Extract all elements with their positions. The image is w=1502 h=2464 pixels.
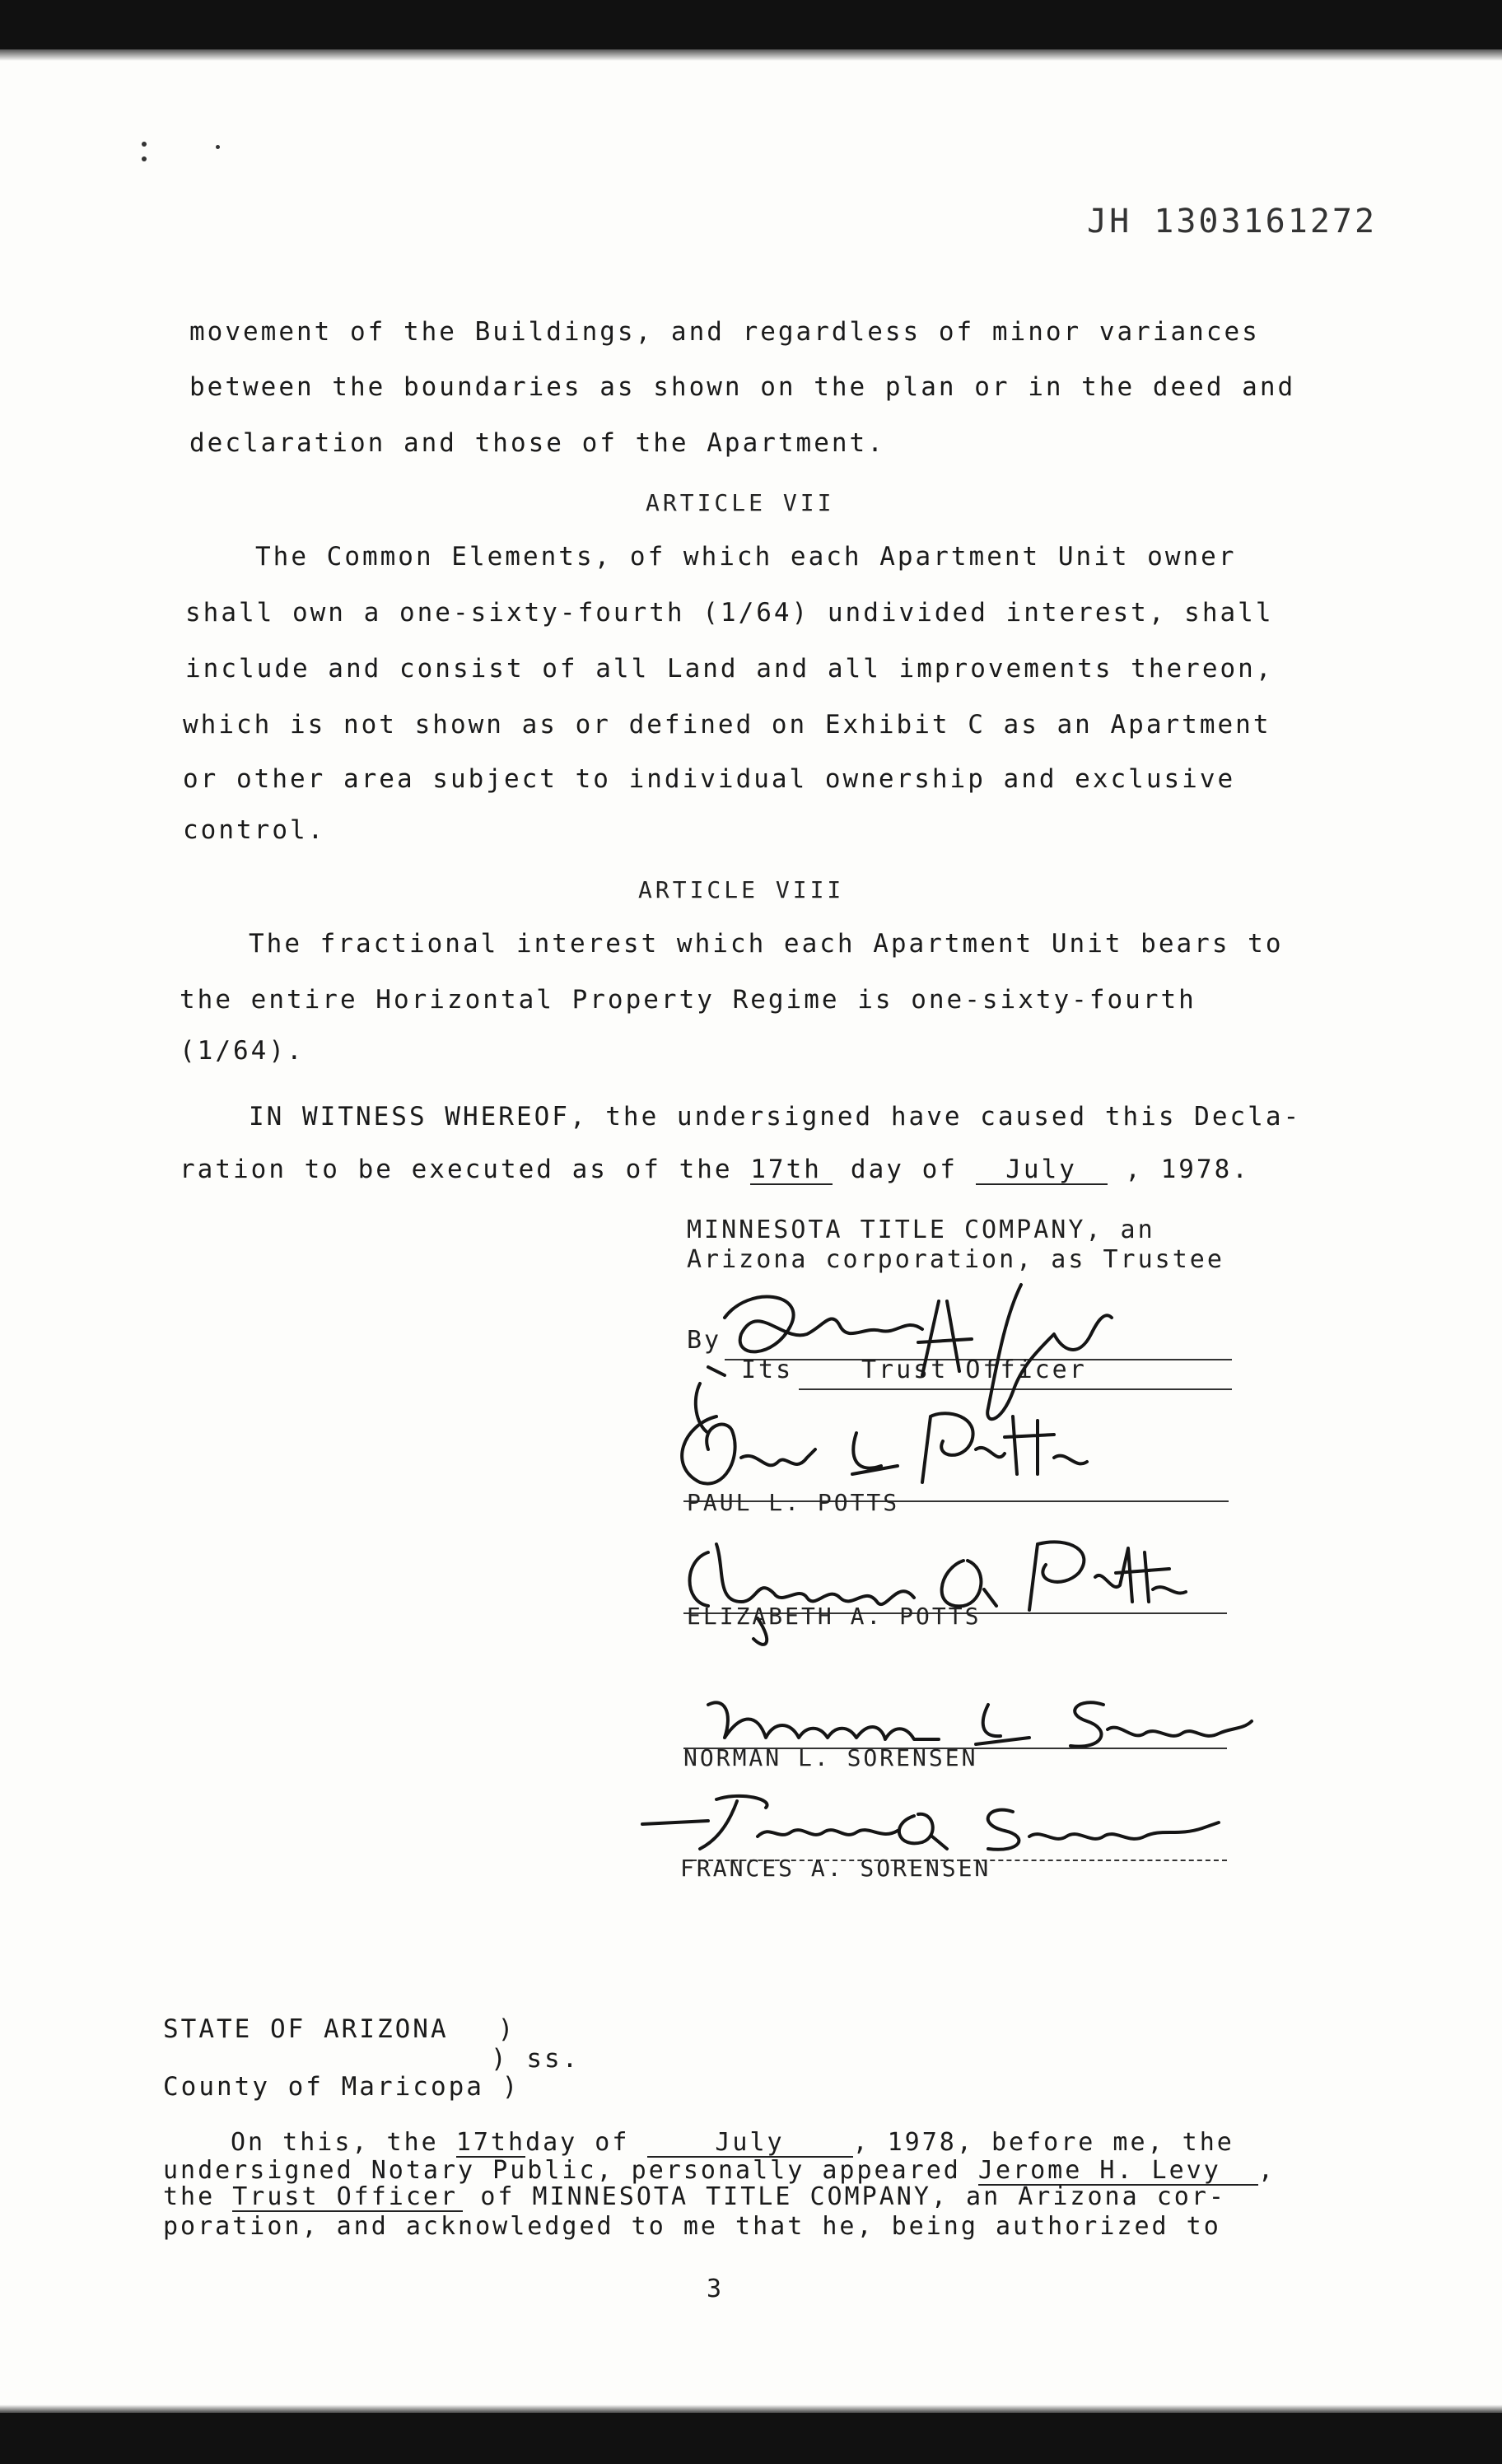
its-label: Its: [741, 1356, 794, 1384]
signature-frances-sorensen: [634, 1791, 1227, 1857]
venue-county: County of Maricopa ): [163, 2072, 520, 2102]
article-vii-line-4: which is not shown as or defined on Exhibit C as an Apartment: [183, 710, 1271, 740]
page-number: 3: [707, 2275, 722, 2303]
continuation-line-2: between the boundaries as shown on the plan or in the deed and: [189, 372, 1296, 402]
trustee-title: Trust Officer: [861, 1356, 1087, 1384]
article-vii-line-6: control.: [183, 815, 326, 845]
signatory-name-4: FRANCES A. SORENSEN: [680, 1855, 991, 1882]
by-label: By: [687, 1326, 722, 1355]
scan-speck: [216, 145, 220, 149]
ack-title: Trust Officer: [232, 2184, 463, 2212]
witness-day: 17th: [750, 1156, 833, 1185]
article-vii-line-2: shall own a one-sixty-fourth (1/64) undivided interest, shall: [185, 598, 1274, 628]
article-vii-line-1: The Common Elements, of which each Apartment Unit owner: [255, 542, 1237, 572]
signatory-name-2: ELIZABETH A. POTTS: [687, 1603, 982, 1630]
ack-month: July: [647, 2130, 853, 2158]
ack-line-3: the Trust Officer of MINNESOTA TITLE COMPANY, an Arizona cor-: [163, 2182, 1226, 2211]
article-viii-line-3: (1/64).: [180, 1036, 305, 1066]
ack-line-2: undersigned Notary Public, personally appeared Jerome H. Levy ,: [163, 2156, 1276, 2185]
scan-speck: [142, 156, 147, 161]
article-viii-line-1: The fractional interest which each Apartment Unit bears to: [249, 929, 1284, 959]
venue-ss: ) ss.: [491, 2044, 581, 2074]
witness-line-1: IN WITNESS WHEREOF, the undersigned have caused this Decla-: [249, 1102, 1302, 1132]
ack-day: 17th: [455, 2128, 526, 2157]
scan-speck: [142, 142, 147, 147]
venue-state: STATE OF ARIZONA ): [163, 2014, 516, 2044]
article-vii-heading: ARTICLE VII: [646, 489, 835, 516]
ack-person: Jerome H. Levy: [978, 2158, 1258, 2186]
continuation-line-3: declaration and those of the Apartment.: [189, 428, 885, 458]
witness-line-2: ration to be executed as of the 17th day of July , 1978.: [180, 1155, 1250, 1184]
article-vii-line-5: or other area subject to individual ownership and exclusive: [183, 764, 1236, 794]
trustee-line-2: Arizona corporation, as Trustee: [687, 1245, 1224, 1274]
witness-month: July: [976, 1156, 1108, 1185]
article-viii-heading: ARTICLE VIII: [638, 876, 845, 903]
article-viii-line-2: the entire Horizontal Property Regime is one-sixty-fourth: [180, 985, 1196, 1015]
article-vii-line-3: include and consist of all Land and all improvements thereon,: [185, 654, 1274, 684]
signatory-name-1: PAUL L. POTTS: [687, 1489, 900, 1516]
ack-line-4: poration, and acknowledged to me that he, being authorized to: [163, 2212, 1221, 2241]
signatory-name-3: NORMAN L. SORENSEN: [683, 1744, 978, 1771]
continuation-line-1: movement of the Buildings, and regardless of minor variances: [189, 317, 1260, 347]
trustee-line-1: MINNESOTA TITLE COMPANY, an: [687, 1216, 1155, 1244]
scan-bottom-border: [0, 2413, 1502, 2464]
record-number: JH 1303161272: [1087, 203, 1378, 240]
scan-top-border: [0, 0, 1502, 49]
ack-line-1: On this, the 17thday of July , 1978, before me, the: [231, 2128, 1234, 2157]
